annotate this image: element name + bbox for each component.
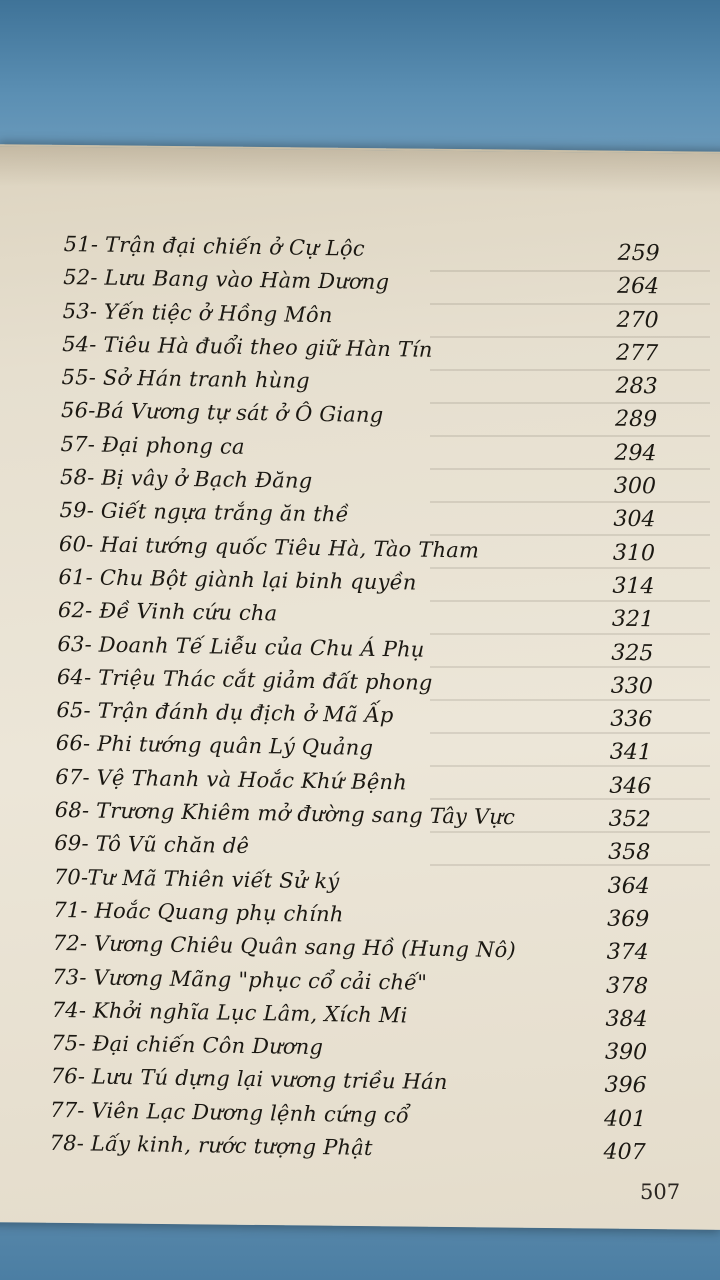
toc-entry-page: 401 [603,1106,647,1132]
toc-entry-title: 75- Đại chiến Côn Dương [51,1031,324,1060]
toc-entry-page: 352 [608,806,651,833]
toc-entry-page: 396 [604,1073,647,1099]
toc-entry-page: 321 [611,606,655,633]
toc-entry-title: 66- Phi tướng quân Lý Quảng [55,731,374,761]
toc-entry-page: 346 [609,773,652,800]
toc-entry-title: 54- Tiêu Hà đuổi theo giữ Hàn Tín [61,331,433,362]
toc-entry-page: 378 [605,973,649,999]
toc-entry-title: 70-Tư Mã Thiên viết Sử ký [53,864,340,894]
toc-entry-title: 55- Sở Hán tranh hùng [61,365,310,394]
toc-entry-title: 60- Hai tướng quốc Tiêu Hà, Tào Tham [58,531,480,563]
toc-entry-page: 374 [606,939,649,966]
toc-entry-page: 364 [607,873,650,899]
toc-entry-page: 325 [611,640,654,666]
toc-entry-title: 58- Bị vây ở Bạch Đăng [59,465,313,494]
toc-entry-page: 283 [615,373,658,400]
toc-entry-page: 310 [612,540,656,566]
toc-entry-page: 341 [609,740,653,766]
toc-entry-title: 57- Đại phong ca [60,431,245,459]
toc-entry-title: 74- Khởi nghĩa Lục Lâm, Xích Mi [51,997,408,1028]
toc-entry-page: 369 [607,906,650,933]
toc-entry-title: 67- Vệ Thanh và Hoắc Khứ Bệnh [55,764,408,795]
toc-entry-page: 358 [608,839,651,866]
toc-entry-title: 65- Trận đánh dụ địch ở Mã Ấp [56,698,394,728]
toc-entry-page: 314 [612,573,655,600]
page-number: 507 [640,1180,681,1204]
toc-entry-title: 77- Viên Lạc Dương lệnh cứng cổ [49,1097,410,1128]
toc-entry-title: 76- Lưu Tú dựng lại vương triều Hán [50,1064,448,1095]
toc-entry-page: 304 [613,507,656,533]
toc-entry-page: 384 [605,1006,648,1033]
toc-entry-page: 407 [603,1139,646,1166]
toc-entry-page: 289 [614,407,658,433]
toc-entry-title: 53- Yến tiệc ở Hồng Môn [62,298,333,327]
toc-entry-title: 63- Doanh Tế Liễu của Chu Á Phụ [57,631,425,662]
toc-entry-page: 294 [614,440,657,467]
toc-entry-title: 61- Chu Bột giành lại binh quyền [58,564,417,595]
toc-entry-page: 330 [610,673,654,700]
toc-entry-title: 56-Bá Vương tự sát ở Ô Giang [60,398,384,428]
toc-entry-page: 259 [617,240,660,267]
toc-entry-page: 277 [615,340,659,367]
table-of-contents [49,228,664,1170]
toc-entry-title: 64- Triệu Thác cắt giảm đất phong [56,664,433,695]
toc-entry-page: 264 [616,273,660,300]
toc-entry-title: 78- Lấy kinh, rước tượng Phật [49,1130,373,1160]
toc-entry-page: 300 [613,473,657,500]
toc-entry-title: 62- Đề Vinh cứu cha [57,598,278,626]
toc-entry-title: 52- Lưu Bang vào Hàm Dương [63,265,390,295]
toc-entry-page: 270 [616,307,659,333]
toc-entry-title: 68- Trương Khiêm mở đường sang Tây Vực [54,797,516,830]
toc-entry-title: 72- Vương Chiêu Quân sang Hồ (Hung Nô) [52,931,517,963]
toc-entry-page: 336 [610,706,653,733]
toc-entry-title: 69- Tô Vũ chăn dê [54,831,250,859]
toc-entry-title: 59- Giết ngựa trắng ăn thề [59,498,349,527]
toc-entry-title: 73- Vương Mãng "phục cổ cải chế" [52,964,428,995]
toc-entry-page: 390 [604,1039,648,1066]
toc-entry-title: 51- Trận đại chiến ở Cự Lộc [63,231,365,261]
toc-entry-title: 71- Hoắc Quang phụ chính [53,897,344,927]
